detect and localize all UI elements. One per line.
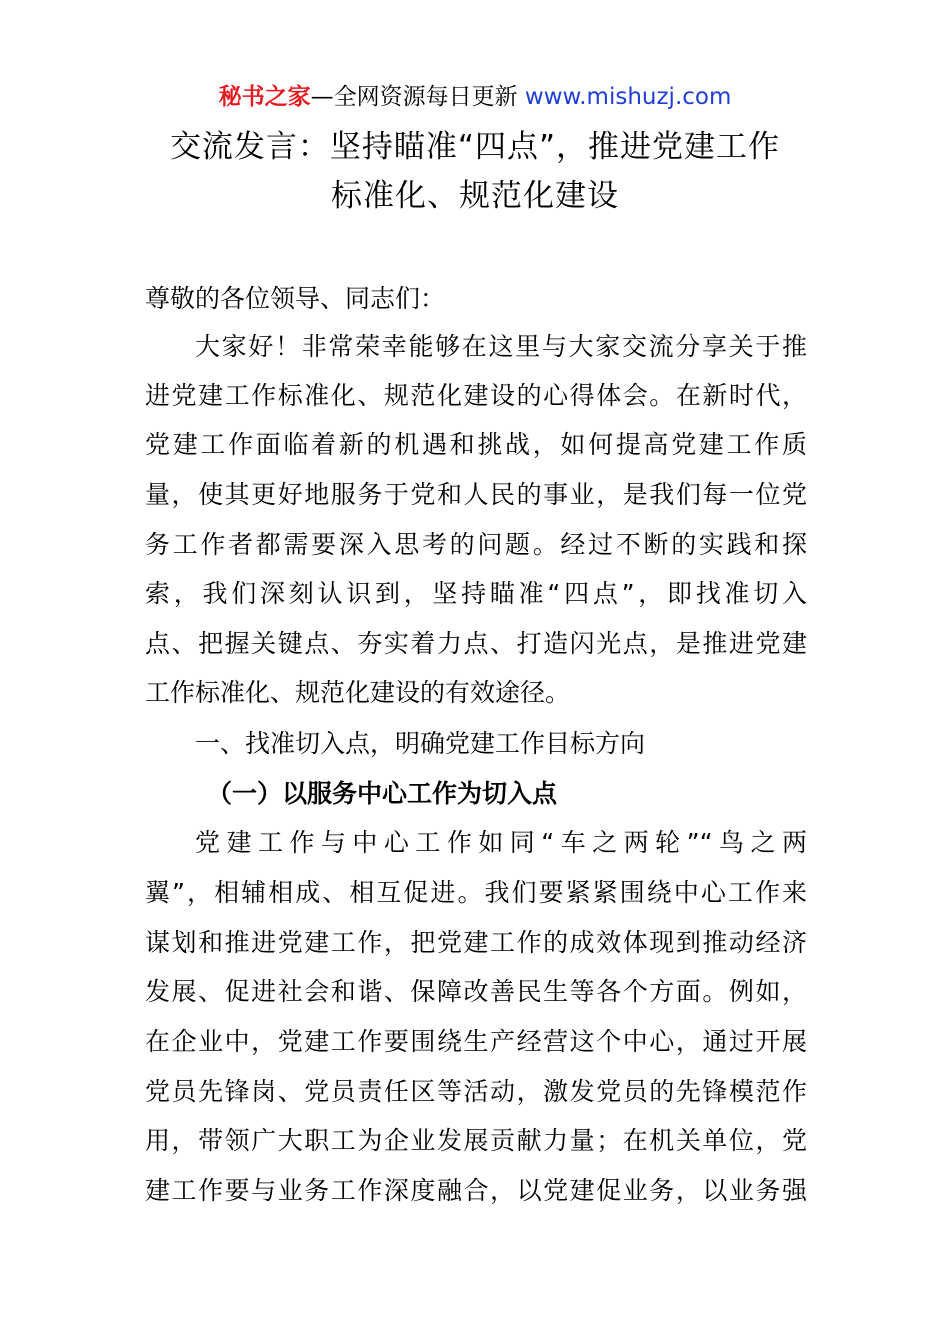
- paragraph-2-line: 翼”，相辅相成、相互促进。我们要紧紧围绕中心工作来: [145, 878, 807, 907]
- site-header: [0, 80, 950, 114]
- paragraph-2-line: 用，带领广大职工为企业发展贡献力量；在机关单位，党: [145, 1126, 807, 1155]
- site-tagline: —全网资源每日更新: [310, 84, 525, 110]
- paragraph-1-line: 工作标准化、规范化建设的有效途径。: [145, 678, 571, 707]
- paragraph-1-line: 大家好！非常荣幸能够在这里与大家交流分享关于推: [195, 332, 807, 361]
- paragraph-2-line: 党员先锋岗、党员责任区等活动，激发党员的先锋模范作: [145, 1077, 807, 1106]
- greeting: 尊敬的各位领导、同志们：: [145, 284, 446, 313]
- paragraph-2-line: 谋划和推进党建工作，把党建工作的成效体现到推动经济: [145, 928, 807, 957]
- paragraph-1-line: 党建工作面临着新的机遇和挑战，如何提高党建工作质: [145, 430, 807, 459]
- paragraph-1-line: 务工作者都需要深入思考的问题。经过不断的实践和探: [145, 530, 807, 559]
- section-1-heading: 一、找准切入点，明确党建工作目标方向: [195, 729, 646, 758]
- paragraph-2-line: 发展、促进社会和谐、保障改善民生等各个方面。例如，: [145, 977, 807, 1006]
- site-url-link[interactable]: www.mishuzj.com: [524, 84, 732, 110]
- subsection-1-heading: （一）以服务中心工作为切入点: [207, 779, 558, 808]
- paragraph-2-line: 在企业中，党建工作要围绕生产经营这个中心，通过开展: [145, 1027, 807, 1056]
- paragraph-2-line: 建工作要与业务工作深度融合，以党建促业务，以业务强: [145, 1176, 807, 1205]
- paragraph-1-line: 量，使其更好地服务于党和人民的事业，是我们每一位党: [145, 480, 807, 509]
- site-brand: 秘书之家: [218, 84, 311, 110]
- paragraph-2-line: 党建工作与中心工作如同“车之两轮”“鸟之两: [195, 828, 807, 857]
- document-title-line-2: 标准化、规范化建设: [331, 178, 619, 214]
- paragraph-1-line: 点、把握关键点、夯实着力点、打造闪光点，是推进党建: [145, 629, 807, 658]
- document-title-line-1: 交流发言：坚持瞄准“四点”，推进党建工作: [169, 129, 781, 165]
- paragraph-1-line: 进党建工作标准化、规范化建设的心得体会。在新时代，: [145, 381, 807, 410]
- paragraph-1-line: 索，我们深刻认识到，坚持瞄准“四点”，即找准切入: [145, 579, 807, 608]
